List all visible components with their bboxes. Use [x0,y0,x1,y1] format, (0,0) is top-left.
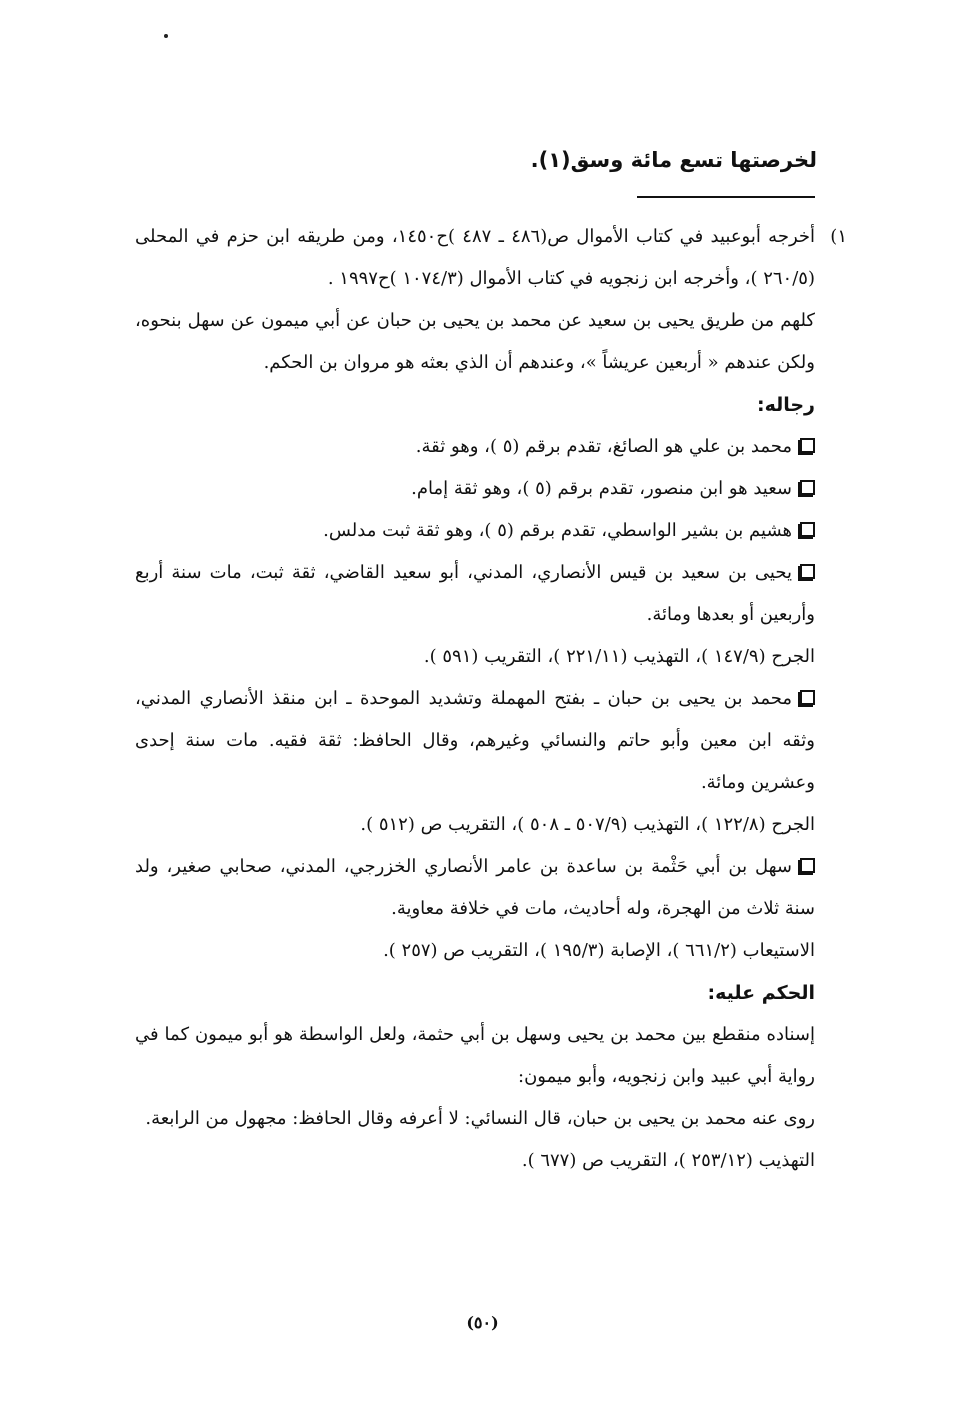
square-bullet-icon [800,690,815,705]
scan-speck [164,34,168,38]
page-number: (٥٠) [466,1313,499,1332]
footnote-chain-note: كلهم من طريق يحيى بن سعيد عن محمد بن يحيى بن حبان عن أبي ميمون عن سهل بنحوه، ولكن عندهم « أربعين عريشاً »، وعندهم أن الذي بعثه هو مروان بن الحكم. [135,310,815,373]
narrator-entry [135,678,815,804]
narrators-heading: رجاله: [756,394,815,416]
narrator-text: محمد بن علي هو الصائغ، تقدم برقم (٥ )، وهو ثقة. [415,436,792,457]
ruling-reference: التهذيب (٢٥٣/١٢ )، التقريب ص (٦٧٧ ). [521,1150,815,1171]
square-bullet-icon [800,480,815,495]
narrator-text: سعيد هو ابن منصور، تقدم برقم (٥ )، وهو ثقة إمام. [411,478,792,499]
narrator-entry [135,510,815,552]
narrator-entry [135,468,815,510]
square-bullet-icon [800,564,815,579]
ruling-heading: الحكم عليه: [707,982,815,1004]
ruling-paragraph: روى عنه محمد بن يحيى بن حبان، قال النسائي: لا أعرفه وقال الحافظ: مجهول من الرابعة. [145,1108,815,1129]
ruling-paragraph: إسناده منقطع بين محمد بن يحيى وسهل بن أبي حثمة، ولعل الواسطة هو أبو ميمون كما في رواية أبي عبيد وابن زنجويه، وأبو ميمون: [135,1024,815,1087]
narrator-text: هشيم بن بشير الواسطي، تقدم برقم (٥ )، وهو ثقة ثبت مدلس. [323,520,792,541]
narrator-reference: الاستيعاب (٦٦١/٢ )، الإصابة (١٩٥/٣ )، التقريب ص (٢٥٧ ). [383,940,815,961]
footnote-body [135,216,847,1182]
footnote-sources: أخرجه أبوعبيد في كتاب الأموال ص(٤٨٦ ـ ٤٨٧ )ح١٤٥٠، ومن طريقه ابن حزم في المحلى (٢٦٠/٥ )، وأخرجه ابن زنجويه في كتاب الأموال (١٠٧٤/٣ )ح١٩٩٧ . [135,226,816,289]
narrator-entry [135,426,815,468]
footnote-entry [135,216,847,384]
narrator-reference: الجرح (١٤٧/٩ )، التهذيب (٢٢١/١١ )، التقريب (٥٩١ ). [423,646,815,667]
square-bullet-icon [800,438,815,453]
footnote-number: ١) [830,226,847,247]
narrator-text: محمد بن يحيى بن حبان ـ بفتح المهملة وتشديد الموحدة ـ ابن منقذ الأنصاري المدني، وثقه ابن معين وأبو حاتم والنسائي وغيرهم، وقال الحافظ: ثقة فقيه. مات سنة إحدى وعشرين ومائة. [135,688,815,793]
narrator-entry [135,552,815,636]
narrator-reference: الجرح (١٢٢/٨ )، التهذيب (٥٠٧/٩ ـ ٥٠٨ )، التقريب ص (٥١٢ ). [360,814,815,835]
narrator-text: يحيى بن سعيد بن قيس الأنصاري، المدني، أبو سعيد القاضي، ثقة ثبت، مات سنة أربع وأربعين أو بعدها ومائة. [135,562,815,625]
square-bullet-icon [800,522,815,537]
narrator-text: سهل بن أبي حَثْمة بن ساعدة بن عامر الأنصاري الخزرجي، المدني، صحابي صغير، ولد سنة ثلاث من الهجرة، وله أحاديث، مات في خلافة معاوية. [135,856,815,919]
footnote-separator [637,196,815,198]
square-bullet-icon [800,858,815,873]
narrator-entry [135,846,815,930]
main-text-line: لخرصتها تسع مائة وسق(١). [530,148,817,172]
